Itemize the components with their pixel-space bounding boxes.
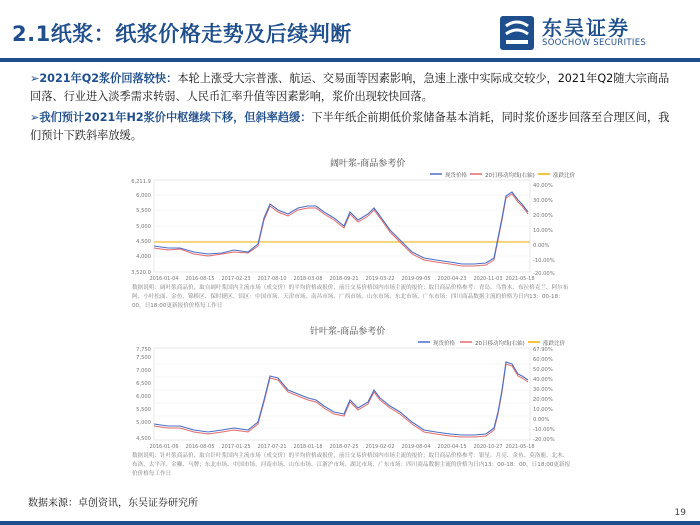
x-tick: 2016-08-15 — [185, 276, 215, 282]
legend-label: 现货价格 — [433, 341, 456, 347]
bullet-text: 下半年纸企前期低价浆储备基本消耗，同时浆价逐步回落至合理区间，我们预计下跌斜率放缓。 — [30, 111, 670, 142]
x-tick: 2016-01-04 — [149, 276, 179, 282]
y-tick: 5,500 — [136, 407, 151, 413]
x-tick: 2018-03-08 — [293, 276, 323, 282]
chart-note: 数据说明：针叶浆商品价，取自针叶浆国内主流市场（成交价）的平均价格或报价，前日交易价格国内市场主流的报价；取日商品价格参考：银星、月亮、金鱼、莫洛鹿、北木、布洛、太平洋、金狮、马牌；东北市场、中国市场、河南市场、山东市场、江浙沪市场、湖北市场、广东市场：四川商品数据主流的价格为日内13：00-18：00，日18:00更新报价价格每工作日 — [132, 453, 571, 477]
y-tick: 6,000 — [136, 394, 151, 400]
x-tick: 2019-02-02 — [365, 444, 395, 450]
y-tick: 7,000 — [136, 368, 151, 374]
x-tick: 2017-07-21 — [257, 444, 287, 450]
y-tick: 5,500 — [136, 208, 151, 214]
x-tick: 2021-05-18 — [505, 276, 535, 282]
x-tick: 2018-01-18 — [293, 444, 323, 450]
y2-tick: 20.00% — [533, 213, 553, 219]
legend-label: 现货价格 — [445, 173, 468, 179]
x-tick: 2020-10-27 — [473, 444, 503, 450]
chart-title: 阔叶浆-商品参考价 — [330, 159, 406, 169]
x-tick: 2016-01-06 — [149, 444, 179, 450]
y2-tick: 0.00% — [533, 417, 550, 423]
footer-divider — [0, 521, 700, 525]
x-tick: 2019-08-04 — [401, 444, 431, 450]
bullet-item-q2-fall — [30, 70, 678, 106]
data-source-note: 数据来源：卓创资讯，东吴证券研究所 — [28, 498, 198, 509]
chart-title: 针叶浆-商品参考价 — [310, 327, 386, 337]
softwood-pulp-chart — [118, 320, 580, 490]
y-axis-ticks — [131, 179, 151, 276]
x-tick: 2020-04-23 — [437, 276, 467, 282]
bullet-text: 本轮上涨受大宗普涨、航运、交易面等因素影响，急速上涨中实际成交较少，2021年Q2随大宗商品回落、行业进入淡季需求转弱、人民币汇率升值等因素影响，浆价出现较快回落。 — [30, 72, 670, 103]
header-divider — [0, 58, 700, 62]
x-tick: 2017-08-10 — [257, 276, 287, 282]
ma-series-line — [154, 364, 528, 437]
y-tick: 6,000 — [136, 193, 151, 199]
y2-axis-ticks — [533, 183, 555, 277]
x-tick: 2018-07-25 — [329, 444, 359, 450]
bullet-lead: 2021年Q2浆价回落较快： — [39, 72, 178, 85]
slide-header — [0, 0, 700, 62]
bullet-list — [30, 70, 678, 145]
y2-tick: -10.00% — [533, 258, 555, 264]
y2-tick: 40.00% — [533, 183, 553, 189]
y2-tick: -10.00% — [533, 427, 555, 433]
x-tick: 2017-02-23 — [221, 276, 251, 282]
logo-chinese-name: 东吴证券 — [542, 16, 630, 40]
soochow-logo — [498, 12, 688, 52]
y-tick: 6,500 — [136, 381, 151, 387]
y-tick: 5,000 — [136, 224, 151, 230]
bullet-arrow-icon: ➢ — [30, 111, 40, 124]
y2-tick: 10.00% — [533, 407, 553, 413]
x-axis-ticks — [149, 276, 534, 282]
y2-tick: 10.00% — [533, 228, 553, 234]
x-tick: 2018-09-21 — [329, 276, 359, 282]
y2-tick: 30.00% — [533, 198, 553, 204]
y2-tick: 40.00% — [533, 377, 553, 383]
x-tick: 2020-11-03 — [473, 276, 503, 282]
y2-tick: -20.00% — [533, 271, 555, 277]
y2-tick: 30.00% — [533, 387, 553, 393]
y2-tick: 0.00% — [533, 243, 550, 249]
x-tick: 2021-05-18 — [505, 444, 535, 450]
bullet-item-h2-outlook — [30, 109, 678, 145]
page-title: 2.1纸浆：纸浆价格走势及后续判断 — [12, 22, 352, 46]
y2-tick: 60.00% — [533, 357, 553, 363]
y2-tick: -20.00% — [533, 437, 555, 443]
chart-note: 数据说明：阔叶浆商品价，取自阔叶浆国内主流市场（成交价）的平均价格或报价，前日交易价格国内市场主流的报价；取日商品价格参考：青岛、乌鲁木、布拉格克兰、阿尔布阿、小叶松面、金鱼、锦桥区、保时捷区、铝区：中国市场、天津市场、南昌市场、广西市场、山东市场、东北市场、广东市场：四川商品数据主流的价格为日内13：00-18：00，日18:00更新报价价格每工作日 — [132, 285, 569, 309]
y-tick: 4,000 — [136, 254, 151, 260]
legend-label: 涨跌比价 — [543, 341, 566, 347]
y-tick: 7,750 — [136, 347, 151, 353]
y-tick: 5,000 — [136, 420, 151, 426]
y-tick: 7,500 — [136, 355, 151, 361]
y2-axis-ticks — [533, 347, 555, 443]
legend-label: 20日移动均线(右轴) — [475, 341, 525, 347]
soochow-logo-mark-icon — [498, 14, 536, 52]
y-tick: 4,500 — [136, 239, 151, 245]
price-series-line — [154, 192, 528, 264]
y2-tick: 67.90% — [533, 347, 553, 353]
legend-label: 涨跌比价 — [553, 173, 576, 179]
x-tick: 2020-04-15 — [437, 444, 467, 450]
chart-legend — [418, 339, 566, 347]
x-tick: 2019-09-05 — [401, 276, 431, 282]
x-axis-ticks — [149, 444, 534, 450]
logo-english-name: SOOCHOW SECURITIES — [542, 38, 647, 48]
ma-series-line — [154, 194, 528, 266]
x-tick: 2017-01-25 — [221, 444, 251, 450]
y2-tick: 50.00% — [533, 367, 553, 373]
x-tick: 2016-08-05 — [185, 444, 215, 450]
chart-legend — [430, 171, 576, 179]
x-tick: 2019-03-22 — [365, 276, 395, 282]
y-tick: 6,211.9 — [131, 179, 151, 185]
y-tick: 4,500 — [136, 436, 151, 442]
bullet-lead: 我们预计2021年H2浆价中枢继续下移，但斜率趋缓： — [39, 111, 312, 124]
bullet-arrow-icon: ➢ — [30, 72, 40, 85]
page-number: 19 — [674, 508, 686, 518]
y-tick: 3,520.0 — [131, 270, 151, 276]
hardwood-pulp-chart — [118, 150, 580, 322]
price-series-line — [154, 362, 528, 435]
legend-label: 20日移动均线(右轴) — [485, 173, 535, 179]
y2-tick: 20.00% — [533, 397, 553, 403]
y-axis-ticks — [136, 347, 151, 442]
